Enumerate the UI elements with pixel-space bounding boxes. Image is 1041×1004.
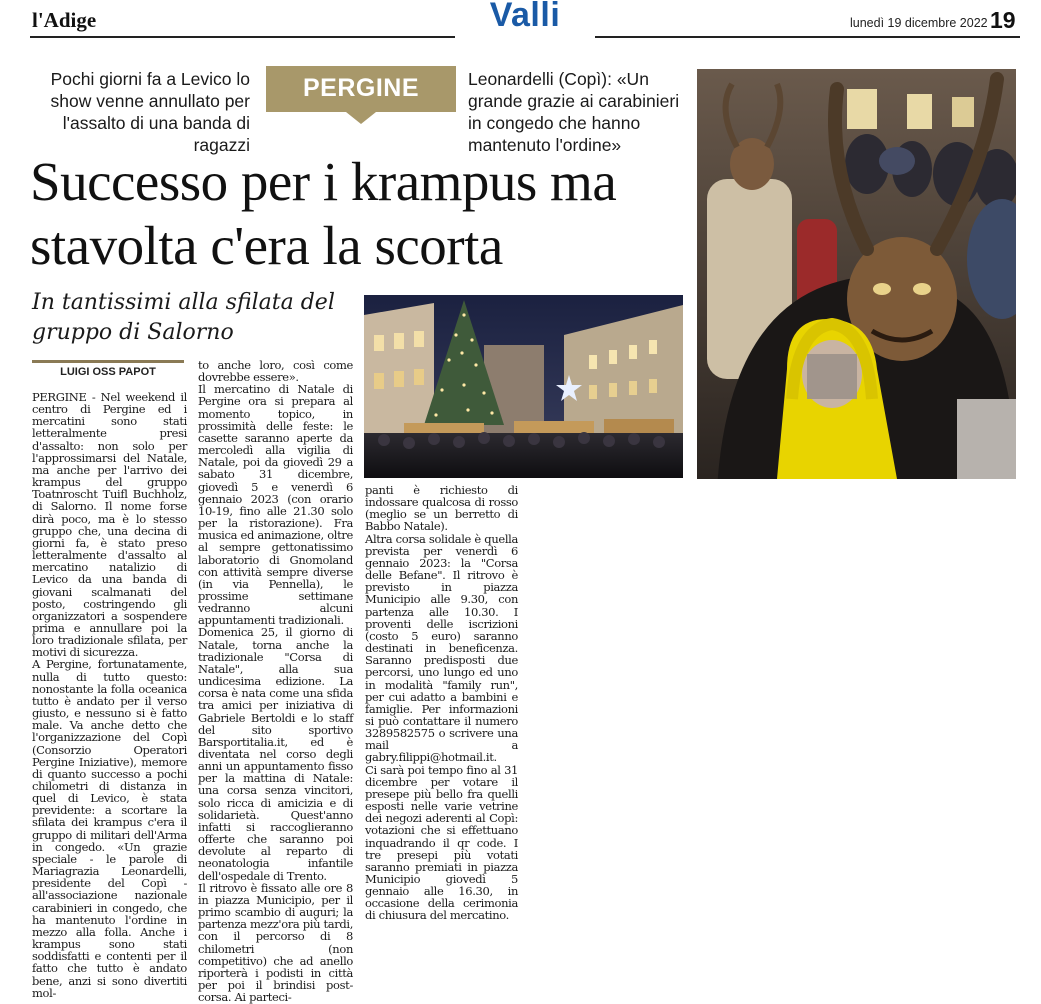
paragraph: Il mercatino di Natale di Pergine ora si prepara al momento topico, in prossimità delle feste: le casette saranno aperte da mercoledì alla vigilia di Natale, poi da giovedì 29 a sabato 31 dicembre, giovedì 5 e venerdì 6 gennaio 2023 (con orario 10-19, fino alle 21.30 solo per la ristorazione). Fra musica ed animazione, oltre al sempre gettonatissimo laboratorio di Gnomoland con attività sempre diverse (in via Pennella), le prossime settimane vedranno alcuni appuntamenti tradizionali. <box>198 382 353 628</box>
masthead-rule-right <box>595 36 1020 38</box>
masthead-rule-left <box>30 36 455 38</box>
subheadline: In tantissimi alla sfilata del gruppo di Salorno <box>32 290 335 345</box>
section-title: Valli <box>489 0 561 34</box>
paragraph: panti è richiesto di indossare qualcosa di rosso (meglio se un berretto di Babbo Natale). <box>365 483 518 534</box>
krampus-photo <box>697 69 1016 479</box>
christmas-market-photo <box>364 295 683 478</box>
location-badge-label: PERGINE <box>302 74 420 102</box>
author-byline: LUIGI OSS PAPOT <box>60 366 156 378</box>
paragraph: Domenica 25, il giorno di Natale, torna anche la tradizionale "Corsa di Natale", alla sua undicesima edizione. La corsa è nata come una sfida tra amici per iniziativa di Gabriele Bertoldi e lo staff del sito sportivo Barsportitalia.it, ed è diventata nel corso degli anni un appuntamento fisso per la mattina di Natale: una corsa senza vincitori, solo ricca di amicizia e di solidarietà. Quest'anno infatti si raccoglieranno offerte che saranno poi devolute al reparto di neonatologia infantile dell'ospedale di Trento. <box>198 625 353 883</box>
headline: Successo per i krampus ma stavolta c'era la scorta <box>30 151 617 276</box>
paragraph: Altra corsa solidale è quella prevista per venerdì 6 gennaio 2023: la "Corsa delle Befane". Il ritrovo è previsto in piazza Municipio alle 9.30, con partenza alle 10.30. I proventi delle iscrizioni (costo 5 euro) saranno destinati in beneficenza. Saranno predisposti due percorsi, uno lungo ed uno in modalità "family run", per cui adatto a bambini e famiglie. Per informazioni si può contattare il numero 3289582575 o scrivere una mail a gabry.filippi@hotmail.it. <box>365 531 518 765</box>
kicker-right: Leonardelli (Copì): «Un grande grazie ai carabinieri in congedo che hanno mantenuto l'ordine» <box>468 69 680 155</box>
issue-date: lunedì 19 dicembre 2022 <box>850 16 988 30</box>
article-column-1 <box>32 391 187 999</box>
newspaper-logo: l'Adige <box>32 8 97 32</box>
paragraph: to anche loro, così come dovrebbe essere». <box>198 358 353 385</box>
article-column-2 <box>198 359 353 1003</box>
article-column-3 <box>365 484 518 922</box>
paragraph: A Pergine, fortunatamente, nulla di tutto questo: nonostante la folla oceanica tutto è andato per il verso giusto, e nessuno si è fatto male. Va anche detto che l'organizzazione del Copì (Consorzio Operatori Pergine Iniziative), memore di quanto successo a pochi chilometri di distanza in quel di Levico, è stata previdente: a scortare la sfilata dei krampus c'era il gruppo di militari dell'Arma in congedo. «Un grazie speciale - le parole di Mariagrazia Leonardelli, presidente del Copì - all'associazione nazionale carabinieri in congedo, che ha mantenuto l'ordine in mezzo alla folla. Anche i krampus sono stati soddisfatti e contenti per il fatto che tutto è andato bene, anzi si sono divertiti mol- <box>32 657 187 1000</box>
page-number: 19 <box>990 7 1016 33</box>
paragraph: Ci sarà poi tempo fino al 31 dicembre per votare il presepe più bello fra quelli esposti nelle varie vetrine dei negozi aderenti al Copì: votazioni che si effettuano inquadrando il qr code. I tre presepi più votati saranno premiati in piazza Municipio giovedì 5 gennaio alle 16.30, in occasione della cerimonia di chiusura del mercatino. <box>365 762 518 923</box>
paragraph: Il ritrovo è fissato alle ore 8 in piazza Municipio, per il primo scambio di auguri; la partenza mezz'ora più tardi, con il percorso di 8 chilometri (non competitivo) che ad anello riporterà i podisti in città per poi il brindisi post-corsa. Ai parteci- <box>198 880 354 1004</box>
kicker-left: Pochi giorni fa a Levico lo show venne annullato per l'assalto di una banda di ragazzi <box>50 69 250 155</box>
author-rule <box>32 360 184 363</box>
paragraph: PERGINE - Nel weekend il centro di Pergine ed i mercatini sono stati letteralmente presi d'assalto: non solo per l'approssimarsi del Natale, ma anche per l'arrivo dei krampus del gruppo Toatnroscht Tuifl Buchholz, di Salorno. Il nome forse dirà poco, ma è lo stesso gruppo che, una decina di giorni fa, è stato preso letteralmente d'assalto al mercatino natalizio di Levico da una banda di giovani scalmanati del posto, costringendo gli organizzatori a sospendere prima e annullare poi la loro tradizionale sfilata, per motivi di sicurezza. <box>32 390 187 660</box>
